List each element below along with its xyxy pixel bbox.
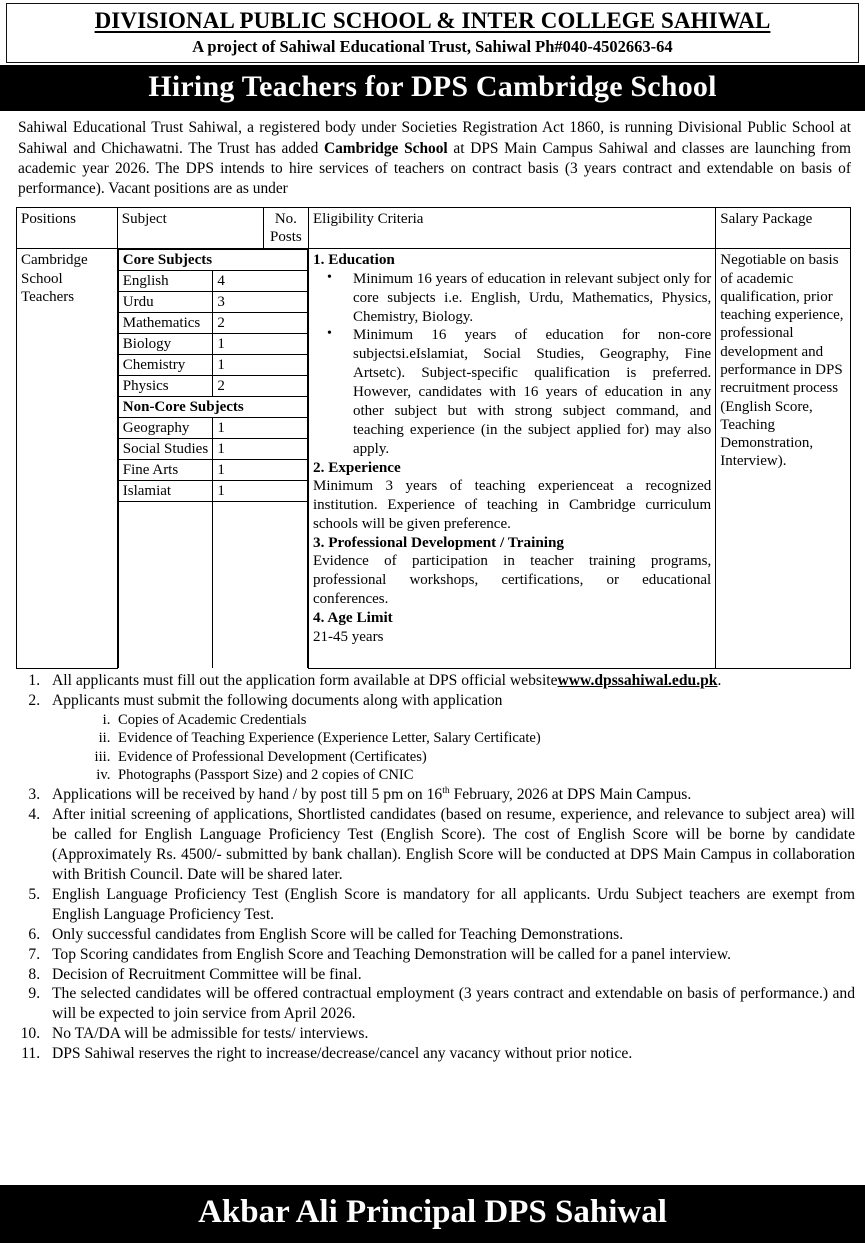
table-row: [118, 334, 307, 355]
eligibility-age-body: 21-45 years: [313, 628, 384, 645]
subject-name: Physics: [118, 376, 213, 397]
subject-name: English: [118, 271, 213, 292]
advertisement-page: [0, 3, 865, 1243]
list-item: iv. Photographs (Passport Size) and 2 copies of CNIC: [114, 766, 855, 785]
instruction-item-7: 7. Top Scoring candidates from English Score and Teaching Demonstration will be called for a panel interview.: [44, 945, 855, 965]
subject-group-row: [118, 250, 307, 271]
eligibility-section-title: 1. Education: [313, 251, 395, 269]
table-header-row: [17, 207, 851, 249]
list-item: i. Copies of Academic Credentials: [114, 711, 855, 730]
subject-name: Urdu: [118, 292, 213, 313]
header-positions: Positions: [17, 207, 118, 249]
table-row: [118, 439, 307, 460]
subject-posts: 4: [213, 271, 308, 292]
header-no-posts-line1: No.: [274, 210, 297, 227]
school-name: DIVISIONAL PUBLIC SCHOOL & INTER COLLEGE SAHIWAL: [94, 8, 771, 33]
instruction-1-pre: All applicants must fill out the application form available at DPS official website: [52, 671, 558, 689]
letterhead-box: [6, 3, 859, 63]
list-item: ii. Evidence of Teaching Experience (Experience Letter, Salary Certificate): [114, 729, 855, 748]
header-salary: Salary Package: [716, 207, 851, 249]
eligibility-section-title: 2. Experience: [313, 458, 401, 476]
intro-part1: Sahiwal Educational Trust Sahiwal, a registered body under Societies Registration Act 1860, is running Divisional Public School at Sahiwal and Chichawatni. The Trust has added: [18, 119, 851, 157]
hiring-banner: [0, 65, 865, 112]
trust-project-line: A project of Sahiwal Educational Trust, Sahiwal Ph#040-4502663-64: [192, 36, 673, 56]
table-row: [118, 418, 307, 439]
instruction-2-text: Applicants must submit the following documents along with application: [52, 691, 503, 709]
table-body-row: [17, 249, 851, 669]
header-subject: Subject: [117, 207, 263, 249]
subject-posts: 1: [213, 355, 308, 376]
subject-posts: 1: [213, 460, 308, 481]
subject-posts: 1: [213, 334, 308, 355]
position-label: Cambridge School Teachers: [17, 249, 118, 669]
list-item: • Minimum 16 years of education for non-core subjectsi.eIslamiat, Social Studies, Geography, Fine Artsetc). Subject-specific qualification is preferred. However, candidates with 16 years of education in any other subject but with strong subject command, and teaching experience (in the subject applied for) may also apply.: [339, 326, 711, 458]
instructions-list: [16, 671, 855, 1065]
dps-website-link[interactable]: www.dpssahiwal.edu.pk: [557, 671, 718, 689]
documents-sublist: [52, 711, 855, 785]
header-no-posts-line2: Posts: [270, 228, 302, 245]
intro-highlight: Cambridge School: [323, 139, 448, 157]
instruction-item-11: 11. DPS Sahiwal reserves the right to increase/decrease/cancel any vacancy without prior notice.: [44, 1044, 855, 1064]
table-row: [118, 313, 307, 334]
instruction-item-6: 6. Only successful candidates from English Score will be called for Teaching Demonstrations.: [44, 925, 855, 945]
subject-name: Biology: [118, 334, 213, 355]
subjects-cell: [117, 249, 308, 669]
subject-name: Mathematics: [118, 313, 213, 334]
instruction-3-post: February, 2026 at DPS Main Campus.: [449, 785, 692, 803]
group-label-core: Core Subjects: [118, 250, 307, 271]
subject-name: Geography: [118, 418, 213, 439]
subjects-filler-left: [118, 502, 213, 669]
instruction-item-1: [44, 671, 855, 691]
subject-name: Social Studies: [118, 439, 213, 460]
principal-name: Akbar Ali Principal DPS Sahiwal: [198, 1193, 667, 1230]
table-row: [118, 460, 307, 481]
vacancy-table: [16, 207, 851, 669]
subject-group-row: [118, 397, 307, 418]
table-row: [118, 292, 307, 313]
subject-posts: 2: [213, 313, 308, 334]
principal-footer-banner: [0, 1185, 865, 1243]
header-eligibility: Eligibility Criteria: [309, 207, 716, 249]
instruction-3-pre: Applications will be received by hand / by post till 5 pm on 16: [52, 785, 443, 803]
instruction-item-10: 10. No TA/DA will be admissible for tests/ interviews.: [44, 1024, 855, 1044]
eligibility-education-list: [313, 270, 711, 459]
instruction-item-3: [44, 785, 855, 805]
ordinal-suffix: th: [442, 784, 450, 796]
eligibility-training-body: Evidence of participation in teacher training programs, professional workshops, certifications, or educational conferences.: [313, 553, 712, 608]
list-item: • Minimum 16 years of education in relevant subject only for core subjects i.e. English, Urdu, Mathematics, Physics, Chemistry, Biology.: [339, 270, 711, 327]
intro-paragraph: [18, 118, 851, 199]
instruction-item-2: [44, 691, 855, 785]
eligibility-section-title: 3. Professional Development / Training: [313, 533, 565, 551]
table-row: [118, 376, 307, 397]
subject-posts: 3: [213, 292, 308, 313]
intro-part2: at DPS Main Campus Sahiwal and classes are launching from academic year 2026. The DPS intends to hire services of teachers on contract basis (3 years contract and extendable on basis of performance). Vacant positions are as under: [18, 139, 851, 198]
table-row: [118, 271, 307, 292]
eligibility-experience-body: Minimum 3 years of teaching experienceat a recognized institution. Experience of teaching in Cambridge curriculum schools will be given preference.: [313, 478, 712, 532]
eligibility-section-title: 4. Age Limit: [313, 609, 393, 627]
instruction-item-9: 9. The selected candidates will be offered contractual employment (3 years contract and extendable on basis of performance.) and will be expected to join service from April 2026.: [44, 984, 855, 1024]
list-item: iii. Evidence of Professional Development (Certificates): [114, 748, 855, 767]
eligibility-cell: [309, 249, 716, 669]
subjects-filler-row: [118, 502, 307, 669]
group-label-non-core: Non-Core Subjects: [118, 397, 307, 418]
subject-posts: 2: [213, 376, 308, 397]
instruction-item-4: 4. After initial screening of applications, Shortlisted candidates (based on resume, experience, and relevance to subject area) will be called for English Language Proficiency Test (English Score). The cost of English Score will be borne by candidate (Approximately Rs. 4500/- submitted by bank challan). English Score will be conducted at DPS Main Campus in collaboration with British Council. Date will be shared later.: [44, 805, 855, 885]
subject-name: Islamiat: [118, 481, 213, 502]
subject-posts: 1: [213, 481, 308, 502]
banner-title: Hiring Teachers for DPS Cambridge School: [148, 69, 717, 103]
subjects-table: [118, 249, 308, 668]
subject-posts: 1: [213, 418, 308, 439]
instruction-item-5: 5. English Language Proficiency Test (English Score is mandatory for all applicants. Urdu Subject teachers are exempt from English Language Proficiency Test.: [44, 885, 855, 925]
header-no-posts: [263, 207, 308, 249]
table-row: [118, 481, 307, 502]
instruction-item-8: 8. Decision of Recruitment Committee will be final.: [44, 965, 855, 985]
salary-package-cell: Negotiable on basis of academic qualification, prior teaching experience, professional development and performance in DPS recruitment process (English Score, Teaching Demonstration, Interview).: [716, 249, 851, 669]
subject-name: Chemistry: [118, 355, 213, 376]
subject-posts: 1: [213, 439, 308, 460]
subject-name: Fine Arts: [118, 460, 213, 481]
instruction-1-post: .: [717, 671, 722, 689]
table-row: [118, 355, 307, 376]
subjects-filler-right: [213, 502, 308, 669]
